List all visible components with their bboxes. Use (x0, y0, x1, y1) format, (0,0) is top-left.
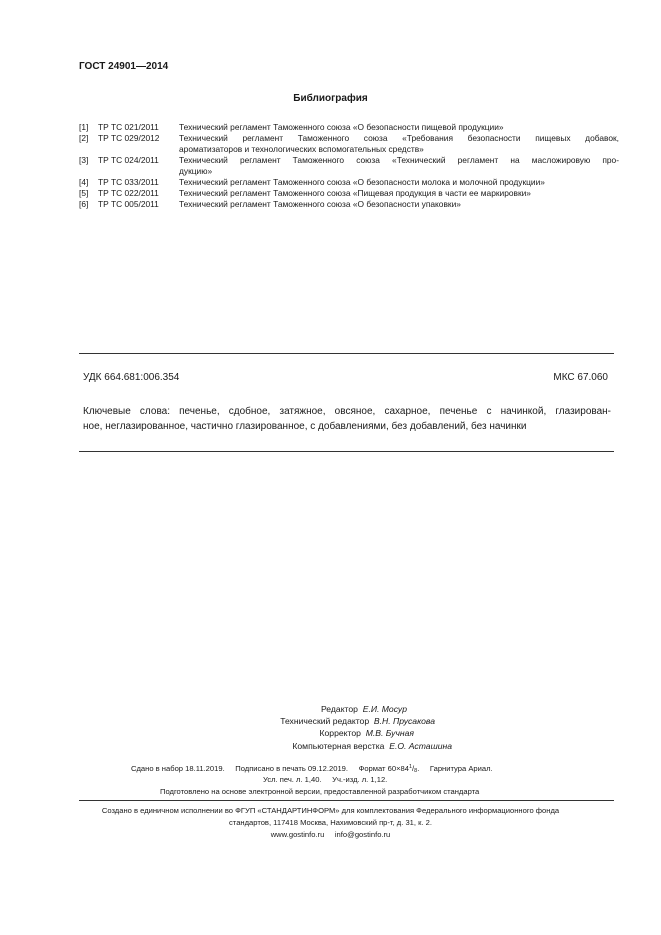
credit-layout: Компьютерная верстка Е.О. Асташина (292, 740, 452, 751)
sheet-counts (263, 775, 387, 784)
bibliography-item-continuation (79, 166, 619, 177)
bibliography-title: Библиография (293, 93, 368, 104)
divider (79, 353, 614, 354)
keywords-line: ное, неглазированное, частично глазированное, с добавлениями, без добавлений, без начинки (83, 421, 527, 432)
divider (79, 800, 614, 801)
credit-proofreader: Корректор М.В. Бучная (319, 728, 414, 739)
item-number: [4] (79, 177, 89, 187)
bibliography-item (79, 177, 619, 188)
bibliography-item (79, 199, 619, 210)
gost-number: ГОСТ 24901—2014 (79, 61, 169, 72)
regulation-code: ТР ТС 033/2011 (98, 177, 159, 187)
item-number: [5] (79, 188, 89, 198)
bibliography-item (79, 155, 619, 166)
regulation-title: Технический регламент Таможенного союза «Пищевая продукция в части ее маркировки» (179, 188, 531, 198)
regulation-code: ТР ТС 024/2011 (98, 155, 159, 165)
regulation-title: Технический регламент Таможенного союза «Технический регламент на масложировую про- (179, 155, 619, 165)
bibliography-item-continuation (79, 144, 619, 155)
udk-code: УДК 664.681:006.354 (83, 372, 180, 383)
website-link[interactable]: www.gostinfo.ru (270, 830, 325, 839)
footer-contacts (0, 830, 661, 839)
divider (79, 451, 614, 452)
submitted-date: Сдано в набор 18.11.2019. (131, 764, 225, 773)
credit-tech-editor: Технический редактор В.Н. Прусакова (280, 716, 435, 727)
regulation-title: Технический регламент Таможенного союза «О безопасности упаковки» (179, 199, 461, 209)
prepared-note: Подготовлено на основе электронной версии, предоставленной разработчиком стандарта (160, 787, 480, 796)
keywords (83, 404, 611, 434)
regulation-title: Технический регламент Таможенного союза «О безопасности пищевой продукции» (179, 122, 504, 132)
publication-details (131, 764, 493, 774)
item-number: [2] (79, 133, 89, 143)
regulation-title-continued: дукцию» (179, 166, 213, 176)
item-number: [1] (79, 122, 89, 132)
paper-format: Формат $60\times 84^1/_8$. (358, 764, 420, 774)
bibliography-list (79, 122, 619, 210)
regulation-code: ТР ТС 005/2011 (98, 199, 159, 209)
signed-date: Подписано в печать 09.12.2019. (235, 764, 348, 773)
credit-editor: Редактор Е.И. Мосур (320, 704, 407, 714)
footer-line: Создано в единичном исполнении во ФГУП «СТАНДАРТИНФОРМ» для комплектования Федерального информационного фонда (101, 806, 560, 815)
regulation-code: ТР ТС 021/2011 (98, 122, 159, 132)
keywords-line: Ключевые слова: печенье, сдобное, затяжное, овсяное, сахарное, печенье с начинкой, глазирован- (83, 406, 611, 417)
mks-code: МКС 67.060 (553, 372, 608, 383)
item-number: [6] (79, 199, 89, 209)
credits-block (205, 703, 475, 752)
typeface: Гарнитура Ариал. (429, 764, 493, 773)
bibliography-item (79, 122, 619, 133)
regulation-title-continued: ароматизаторов и технологических вспомогательных средств» (179, 144, 424, 154)
footer-address: стандартов, 117418 Москва, Нахимовский пр-т, д. 31, к. 2. (229, 818, 432, 827)
bibliography-item (79, 133, 619, 144)
bibliography-item (79, 188, 619, 199)
regulation-title: Технический регламент Таможенного союза «Требования безопасности пищевых добавок, (179, 133, 619, 143)
regulation-title: Технический регламент Таможенного союза «О безопасности молока и молочной продукции» (179, 177, 545, 187)
email-link[interactable]: info@gostinfo.ru (334, 830, 391, 839)
item-number: [3] (79, 155, 89, 165)
publishing-sheets: Уч.-изд. л. 1,12. (332, 775, 388, 784)
regulation-code: ТР ТС 029/2012 (98, 133, 160, 143)
regulation-code: ТР ТС 022/2011 (98, 188, 159, 198)
print-sheets: Усл. печ. л. 1,40. (263, 775, 322, 784)
